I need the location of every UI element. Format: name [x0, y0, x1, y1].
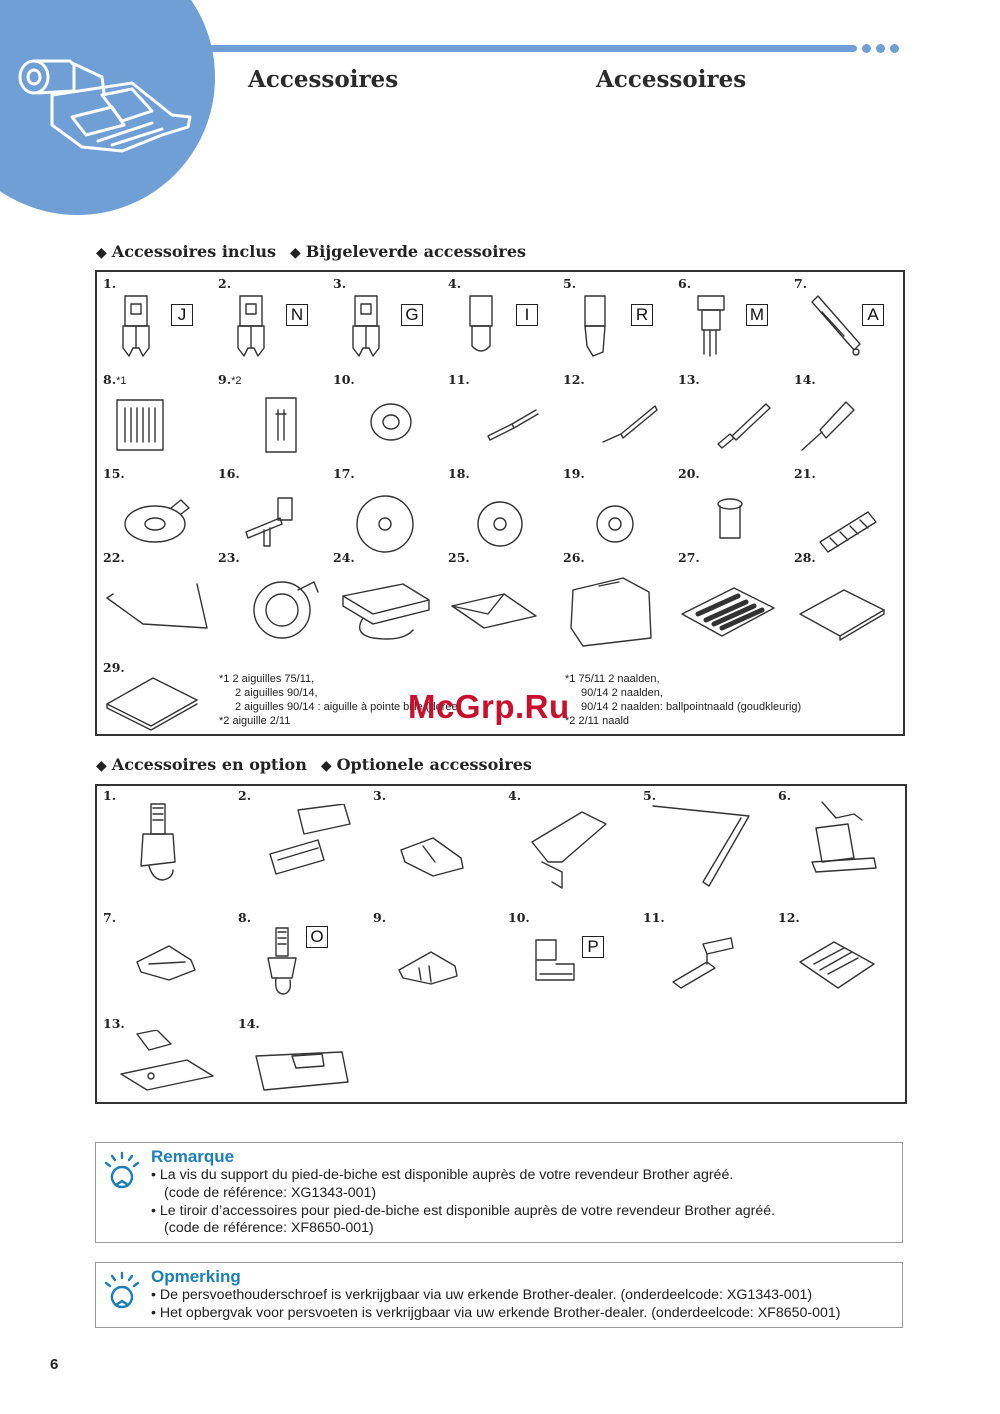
header-dots: [862, 44, 899, 53]
remark-title: Opmerking: [151, 1267, 241, 1286]
presser-foot-M-icon: [678, 290, 750, 362]
walking-quilting-foot-icon: [123, 800, 195, 896]
item-number-label: 20.: [678, 466, 700, 481]
item-number: [218, 550, 240, 565]
included-item: [103, 550, 215, 642]
item-number: 12.: [778, 910, 800, 925]
remark-title: Remarque: [151, 1147, 235, 1166]
note-line: *1 2 aiguilles 75/11,: [219, 673, 315, 685]
included-item: [794, 372, 906, 464]
item-number: [103, 660, 125, 675]
optional-item: [103, 1016, 233, 1134]
presser-foot-N-icon: [218, 290, 290, 362]
item-number: 2.: [238, 788, 252, 803]
item-number-label: 24.: [333, 550, 355, 565]
remark-line: • Het opbergvak voor persvoeten is verkrijgbaar via uw erkende Brother-dealer. (onderdeelcode: XF8650-001): [151, 1304, 841, 1321]
item-number: [678, 276, 691, 291]
item-number: [103, 372, 126, 387]
lightbulb-icon: [102, 1271, 142, 1315]
included-item: [794, 550, 906, 642]
included-item: [103, 276, 215, 368]
item-number: 9.: [373, 910, 387, 925]
included-item: [103, 466, 215, 558]
remark-lines: [151, 1287, 841, 1323]
optional-item: [238, 910, 368, 1028]
item-number: [563, 372, 585, 387]
item-number-label: 23.: [218, 550, 240, 565]
item-number-label: 1.: [103, 276, 117, 291]
side-cutter-foot-icon: [393, 822, 473, 882]
manual-book-icon: [794, 580, 894, 650]
item-number-label: 17.: [333, 466, 355, 481]
watermark: McGrp.Ru: [408, 688, 570, 725]
item-number: [333, 550, 355, 565]
foot-code-label: G: [401, 304, 423, 326]
note-line: 2 aiguilles 90/14 : aiguille à pointe bille (dorée): [235, 701, 462, 713]
item-number-label: 29.: [103, 660, 125, 675]
item-number: 8.: [238, 910, 252, 925]
quilting-guide-bar-icon: [649, 802, 753, 892]
item-number: [218, 466, 240, 481]
side-cutter-icon: [792, 798, 882, 888]
needle-set-icon: [103, 392, 175, 456]
presser-foot-I-icon: [448, 290, 520, 362]
accessory-bag-icon: [448, 580, 548, 650]
quilting-guide-icon: [103, 574, 213, 654]
note-line: *1 75/11 2 naalden,: [565, 673, 660, 685]
item-number-label: 4.: [448, 276, 462, 291]
optional-section-heading: [96, 755, 532, 774]
item-number: [794, 466, 816, 481]
optional-item: [103, 788, 233, 906]
item-number: [448, 276, 461, 291]
item-number-label: 11.: [448, 372, 470, 387]
included-accessories-panel: [95, 270, 905, 736]
remark-line: • La vis du support du pied-de-biche est disponible auprès de votre revendeur Brother agréé.: [151, 1167, 734, 1183]
open-toe-foot-icon: [391, 936, 463, 996]
item-number: [333, 372, 355, 387]
note-line: *2 aiguille 2/11: [219, 715, 291, 727]
page-title-fr: Accessoires: [248, 66, 399, 93]
quick-guide-icon: [103, 674, 203, 744]
bobbin-icon: [353, 392, 425, 456]
included-item: [563, 550, 675, 642]
optional-item: [373, 788, 503, 906]
eyelet-punch-icon: [708, 392, 780, 456]
item-number: [563, 276, 576, 291]
optional-item: [103, 910, 233, 1028]
item-number: 13.: [103, 1016, 125, 1031]
foot-code-label: A: [862, 304, 884, 326]
item-number: [103, 466, 125, 481]
item-number: 6.: [778, 788, 792, 803]
optional-item: [643, 910, 773, 1028]
dust-cover-icon: [563, 572, 663, 652]
item-number: [678, 372, 700, 387]
item-number: [103, 550, 125, 565]
included-item: [678, 276, 790, 368]
item-number-label: 10.: [333, 372, 355, 387]
item-number: 7.: [103, 910, 117, 925]
item-number: [794, 550, 816, 565]
note-line: 90/14 2 naalden,: [581, 687, 663, 699]
item-number-label: 13.: [678, 372, 700, 387]
remark-line: • Le tiroir d’accessoires pour pied-de-biche est disponible auprès de votre revendeur Brother agréé.: [151, 1202, 776, 1219]
included-item: [794, 276, 906, 368]
included-item: [563, 276, 675, 368]
cleaning-brush-icon: [593, 392, 665, 456]
note-line: 90/14 2 naalden: ballpointnaald (goudkleurig): [581, 701, 802, 713]
presser-foot-G-icon: [333, 290, 405, 362]
diamond-icon: ◆: [289, 245, 301, 261]
item-number: [333, 466, 355, 481]
included-item: [678, 550, 790, 642]
diamond-icon: ◆: [320, 758, 332, 774]
remark-line: (code de référence: XF8650-001): [164, 1220, 374, 1237]
item-number: 11.: [643, 910, 665, 925]
item-number-label: 26.: [563, 550, 585, 565]
item-number: [218, 372, 241, 387]
optional-item: [373, 910, 503, 1028]
included-title-nl: Bijgeleverde accessoires: [305, 242, 527, 261]
included-item: [563, 466, 675, 558]
item-number: [218, 276, 231, 291]
remark-box-nl: [95, 1262, 903, 1328]
note-line: 2 aiguilles 90/14,: [235, 687, 318, 699]
page-number: 6: [50, 1356, 59, 1373]
notes-nl: [565, 672, 801, 728]
included-item: [333, 276, 445, 368]
included-item: [333, 550, 445, 642]
item-number: [333, 276, 346, 291]
included-item: [448, 550, 560, 642]
included-item: [333, 466, 445, 558]
optional-accessories-panel: [95, 784, 907, 1104]
optional-item: [238, 788, 368, 906]
item-number: [563, 466, 585, 481]
header-rule: [205, 45, 857, 52]
diamond-icon: ◆: [96, 245, 107, 261]
included-item: [218, 372, 330, 464]
item-number-label: 7.: [794, 276, 808, 291]
wide-table-icon: [252, 1032, 352, 1096]
foot-code-label: R: [631, 304, 653, 326]
darning-foot-O-icon: [252, 924, 312, 1004]
optional-item: [508, 788, 638, 906]
item-number: [563, 550, 585, 565]
screwdriver-icon: [794, 392, 866, 456]
optional-item: [508, 910, 638, 1028]
optional-item: [778, 788, 908, 906]
optional-title-nl: Optionele accessoires: [336, 755, 532, 774]
walking-foot-icon: [258, 804, 358, 890]
item-number: [678, 466, 700, 481]
stitch-chart-icon: [678, 580, 778, 650]
included-item: [563, 372, 675, 464]
item-number-label: 3.: [333, 276, 347, 291]
item-number: 14.: [238, 1016, 260, 1031]
item-number: [103, 276, 116, 291]
item-number-label: 27.: [678, 550, 700, 565]
piping-foot-icon: [129, 932, 201, 992]
item-number-label: 6.: [678, 276, 692, 291]
lightbulb-icon: [102, 1151, 142, 1195]
included-item: [103, 660, 215, 752]
foot-code-label: N: [286, 304, 308, 326]
optional-item: [643, 788, 773, 906]
item-number: [448, 550, 470, 565]
item-number-label: 21.: [794, 466, 816, 481]
note-line: *2 2/11 naald: [565, 715, 630, 727]
presser-foot-illustration-icon: [12, 55, 197, 165]
presser-foot-R-icon: [563, 290, 635, 362]
item-number: 5.: [643, 788, 657, 803]
foot-code-label: O: [306, 926, 328, 948]
included-item: [448, 466, 560, 558]
item-number: 4.: [508, 788, 522, 803]
item-number: 1.: [103, 788, 117, 803]
presser-foot-J-icon: [103, 290, 175, 362]
foot-code-label: J: [171, 304, 193, 326]
item-number: [794, 372, 816, 387]
item-number-label: 15.: [103, 466, 125, 481]
item-number-label: 28.: [794, 550, 816, 565]
included-item: [448, 276, 560, 368]
remark-lines: [151, 1167, 775, 1238]
optional-title-fr: Accessoires en option: [111, 755, 307, 774]
included-item: [678, 466, 790, 558]
included-section-heading: [96, 242, 526, 261]
foot-controller-icon: [333, 574, 443, 654]
foot-code-label: I: [516, 304, 538, 326]
included-item: [678, 372, 790, 464]
item-number: 3.: [373, 788, 387, 803]
binder-foot-icon: [522, 802, 618, 892]
item-footnote-mark: *2: [231, 375, 242, 387]
included-item: [448, 372, 560, 464]
item-number: 10.: [508, 910, 530, 925]
remark-line: (code de référence: XG1343-001): [164, 1184, 377, 1201]
included-item: [218, 466, 330, 558]
item-number-label: 14.: [794, 372, 816, 387]
item-number-label: 16.: [218, 466, 240, 481]
item-number: [448, 372, 470, 387]
included-title-fr: Accessoires inclus: [111, 242, 276, 261]
remark-box-fr: [95, 1142, 903, 1243]
foot-code-label: M: [746, 304, 768, 326]
included-item: [103, 372, 215, 464]
quarter-inch-foot-P-icon: [528, 934, 588, 990]
twin-needle-icon: [244, 392, 316, 456]
bobbin-case-icon: [238, 572, 328, 652]
item-number: [678, 550, 700, 565]
item-number-label: 8.: [103, 372, 117, 387]
item-number-label: 9.: [218, 372, 232, 387]
item-number-label: 18.: [448, 466, 470, 481]
item-number-label: 25.: [448, 550, 470, 565]
item-number-label: 22.: [103, 550, 125, 565]
included-item: [218, 550, 330, 642]
optional-item: [778, 910, 908, 1028]
diamond-icon: ◆: [96, 758, 107, 774]
page-title-nl: Accessoires: [596, 66, 747, 93]
item-number-label: 19.: [563, 466, 585, 481]
guide-foot-icon: [663, 930, 739, 1000]
item-footnote-mark: *1: [116, 375, 127, 387]
remark-line: • De persvoethouderschroef is verkrijgbaar via uw erkende Brother-dealer. (onderdeelcode: XG1343-001): [151, 1287, 813, 1303]
foot-code-label: P: [582, 936, 604, 958]
item-number-label: 12.: [563, 372, 585, 387]
optional-item: [238, 1016, 368, 1134]
item-number-label: 2.: [218, 276, 232, 291]
item-number: [448, 466, 470, 481]
seam-ripper-icon: [478, 392, 550, 456]
item-number-label: 5.: [563, 276, 577, 291]
straight-stitch-plate-icon: [117, 1030, 217, 1100]
non-stick-foot-icon: [794, 932, 890, 996]
included-item: [218, 276, 330, 368]
included-item: [333, 372, 445, 464]
included-item: [794, 466, 906, 558]
